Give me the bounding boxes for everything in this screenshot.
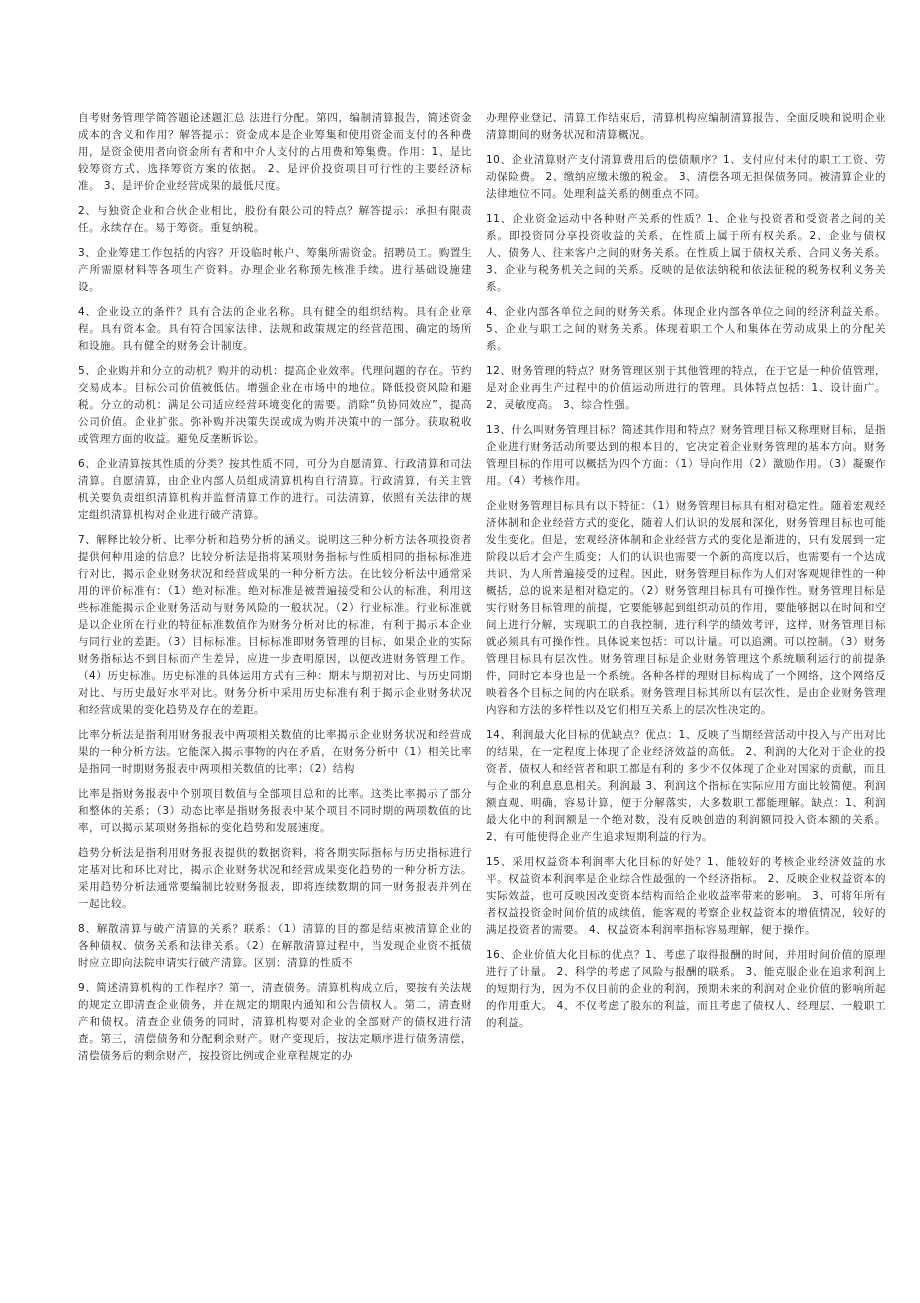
paragraph: 13、什么叫财务管理目标？简述其作用和特点？财务管理目标又称理财目标，是指企业进行财务活动所要达到的根本目的，它决定着企业财务管理的基本方向。财务管理目标的作用可以概括为四个方面：（1）导向作用（2）激励作用。（3）凝聚作用。（4）考核作用。 [486, 424, 886, 487]
paragraph: 5、企业购并和分立的动机？购并的动机：提高企业效率。代理问题的存在。节约交易成本。目标公司价值被低估。增强企业在市场中的地位。降低投资风险和避税。分立的动机：满足公司适应经营环境变化的需要。消除“负协同效应”，提高公司价值。企业扩张。弥补购并决策失误或成为购并决策中的一部分。获取税收或管理方面的收益。避免反垄断诉讼。 [78, 365, 472, 445]
paragraph: 企业财务管理目标具有以下特征：（1）财务管理目标具有相对稳定性。随着宏观经济体制和企业经营方式的变化，随着人们认识的发展和深化，财务管理目标也可能发生变化。但是，宏观经济体制和企业经营方式的变化是渐进的，只有发展到一定阶段以后才会产生质变；人们的认识也需要一个新的高度以后，也需要有一个达成共识、为人所普遍接受的过程。因此，财务管理目标作为人们对客观规律性的一种概括，总的说来是相对稳定的。（2）财务管理目标具有可操作性。财务管理目标是实行财务目标管理的前提，它要能够起到组织动员的作用，要能够据以在时间和空间上进行分解，实现职工的自我控制，进行科学的绩效考评，这样，财务管理目标就必须具有可操作性。具体说来包括：可以计量。可以追溯。可以控制。（3）财务管理目标具有层次性。财务管理目标是企业财务管理这个系统顺利运行的前提条件，同时它本身也是一个系统。各种各样的理财目标构成了一个网络，这个网络反映着各个目标之间的内在联系。财务管理目标其所以有层次性，是由企业财务管理内容和方法的多样性以及它们相互关系上的层次性决定的。 [486, 500, 886, 716]
paragraph: 趋势分析法是指利用财务报表提供的数据资料，将各期实际指标与历史指标进行定基对比和环比对比，揭示企业财务状况和经营成果变化趋势的一种分析方法。采用趋势分析法通常要编制比较财务报表，即将连续数期的同一财务报表并列在一起比较。 [78, 847, 472, 910]
paragraph: 16、企业价值大化目标的优点？1、考虑了取得报酬的时间，并用时间价值的原理进行了计量。 2、科学的考虑了风险与报酬的联系。 3、能克服企业在追求利润上的短期行为，因为不仅目前的企业的利润，预期未来的利润对企业价值的影响所起的作用重大。 4、不仅考虑了股东的利益，而且考虑了债权人、经理层、一般职工的利益。 [486, 949, 886, 1029]
paragraph: 4、企业内部各单位之间的财务关系。体现企业内部各单位之间的经济利益关系。 5、企业与职工之间的财务关系。体现着职工个人和集体在劳动成果上的分配关系。 [486, 306, 886, 352]
paragraph: 12、财务管理的特点？财务管理区别于其他管理的特点，在于它是一种价值管理，是对企业再生产过程中的价值运动所进行的管理。具体特点包括：1、设计面广。 2、灵敏度高。 3、综合性强。 [486, 365, 886, 411]
paragraph: 4、企业设立的条件？具有合法的企业名称。具有健全的组织结构。具有企业章程。具有资本金。具有符合国家法律、法规和政策规定的经营范围、确定的场所和设施。具有健全的财务会计制度。 [78, 306, 472, 352]
paragraph: 7、解释比较分析、比率分析和趋势分析的涵义。说明这三种分析方法各项投资者提供何种用途的信息？比较分析法是指将某项财务指标与性质相同的指标标准进行对比，揭示企业财务状况和经营成果的一种分析方法。在比较分析法中通常采用的评价标准有：（1）绝对标准。绝对标准是被普遍接受和公认的标准，利用这些标准能揭示企业财务活动与财务风险的一般状况。（2）行业标准。行业标准就是以企业所在行业的特征标准数值作为财务分析对比的标准，有利于揭示本企业与同行业的差距。（3）目标标准。目标标准即财务管理的目标，如果企业的实际财务指标达不到目标而产生差异，应进一步查明原因，以便改进财务管理工作。（4）历史标准。历史标准的具体运用方式有三种：期末与期初对比、与历史同期对比、与历史最好水平对比。财务分析中采用历史标准有利于揭示企业财务状况和经营成果的变化趋势及存在的差距。 [78, 534, 472, 716]
left-column [78, 110, 472, 1073]
paragraph: 2、与独资企业和合伙企业相比，股份有限公司的特点？解答提示：承担有限责任。永续存在。易于筹资。重复纳税。 [78, 205, 472, 234]
paragraph: 自考财务管理学简答题论述题汇总 法进行分配。第四，编制清算报告，简述资金成本的含义和作用？解答提示：资金成本是企业筹集和使用资金而支付的各种费用，是资金使用者向资金所有者和中介人支付的占用费和筹集费。作用：1、是比较筹资方式、选择筹资方案的依据。 2、是评价投资项目可行性的主要经济标准。 3、是评价企业经营成果的最低尺度。 [78, 112, 472, 192]
paragraph: 3、企业筹建工作包括的内容？开设临时帐户、筹集所需资金。招聘员工。购置生产所需原材料等各项生产资料。办理企业名称预先核准手续。进行基础设施建设。 [78, 247, 472, 293]
paragraph: 14、利润最大化目标的优缺点？优点：1、反映了当期经营活动中投入与产出对比的结果，在一定程度上体现了企业经济效益的高低。 2、利润的大化对于企业的投资者、债权人和经营者和职工都是有利的 多少不仅体现了企业对国家的贡献，而且与企业的利息息息相关。利润最 3、利润这个指标在实际应用方面比较简便。利润额直观、明确，容易计算，便于分解落实，大多数职工都能理解。缺点：1、利润最大化中的利润额是一个绝对数，没有反映创造的利润额同投入资本额的关系。 2、有可能使得企业产生追求短期利益的行为。 [486, 729, 886, 843]
right-column [486, 110, 886, 1073]
paragraph: 9、简述清算机构的工作程序？第一，清查债务。清算机构成立后，要按有关法规的规定立即清查企业债务，并在规定的期限内通知和公告债权人。第二，清查财产和债权。清查企业债务的同时，清算机构要对企业的全部财产的债权进行清查。第三，清偿债务和分配剩余财产。财产变现后，按法定顺序进行债务清偿，清偿债务后的剩余财产，按投资比例或企业章程规定的办 [78, 982, 472, 1062]
paragraph: 15、采用权益资本利润率大化目标的好处？1、能较好的考核企业经济效益的水平。权益资本利润率是企业综合性最强的一个经济指标。 2、反映企业权益资本的实际效益，也可反映因改变资本结构而给企业收益率带来的影响。 3、可将年所有者权益投资金时间价值的成续值，能客观的考察企业权益资本的增值情况，较好的满足投资者的需要。 4、权益资本利润率指标容易理解，便于操作。 [486, 856, 886, 936]
paragraph: 办理停业登记、清算工作结束后，清算机构应编制清算报告、全面反映和说明企业清算期间的财务状况和清算概况。 [486, 112, 886, 141]
paragraph: 11、企业资金运动中各种财产关系的性质？1、企业与投资者和受资者之间的关系。即投资同分享投资收益的关系，在性质上属于所有权关系。2、企业与债权人、债务人、往来客户之间的财务关系。在性质上属于债权关系、合同义务关系。 3、企业与税务机关之间的关系。反映的是依法纳税和依法征税的税务权利义务关系。 [486, 213, 886, 293]
document-content [78, 110, 886, 1073]
paragraph: 比率分析法是指利用财务报表中两项相关数值的比率揭示企业财务状况和经营成果的一种分析方法。它能深入揭示事物的内在矛盾，在财务分析中（1）相关比率是指同一时期财务报表中两项相关数值的比率；（2）结构 [78, 729, 472, 775]
paragraph: 比率是指财务报表中个别项目数值与全部项目总和的比率。这类比率揭示了部分和整体的关系；（3）动态比率是指财务报表中某个项目不同时期的两项数值的比率，可以揭示某项财务指标的变化趋势和发展速度。 [78, 788, 472, 834]
paragraph: 10、企业清算财产支付清算费用后的偿债顺序？1、支付应付未付的职工工资、劳动保险费。 2、缴纳应缴未缴的税金。 3、清偿各项无担保债务同。被清算企业的法律地位不同。处理利益关系的侧重点不同。 [486, 154, 886, 200]
paragraph: 8、解散清算与破产清算的关系？联系：（1）清算的目的都是结束被清算企业的各种债权、债务关系和法律关系。（2）在解散清算过程中，当发现企业资不抵债时应立即向法院申请实行破产清算。区别：清算的性质不 [78, 923, 472, 969]
paragraph: 6、企业清算按其性质的分类？按其性质不同，可分为自愿清算、行政清算和司法清算。自愿清算，由企业内部人员组成清算机构自行清算。行政清算，有关主管机关要负责组织清算机构并监督清算工作的进行。司法清算，依照有关法律的规定组织清算机构对企业进行破产清算。 [78, 458, 472, 521]
